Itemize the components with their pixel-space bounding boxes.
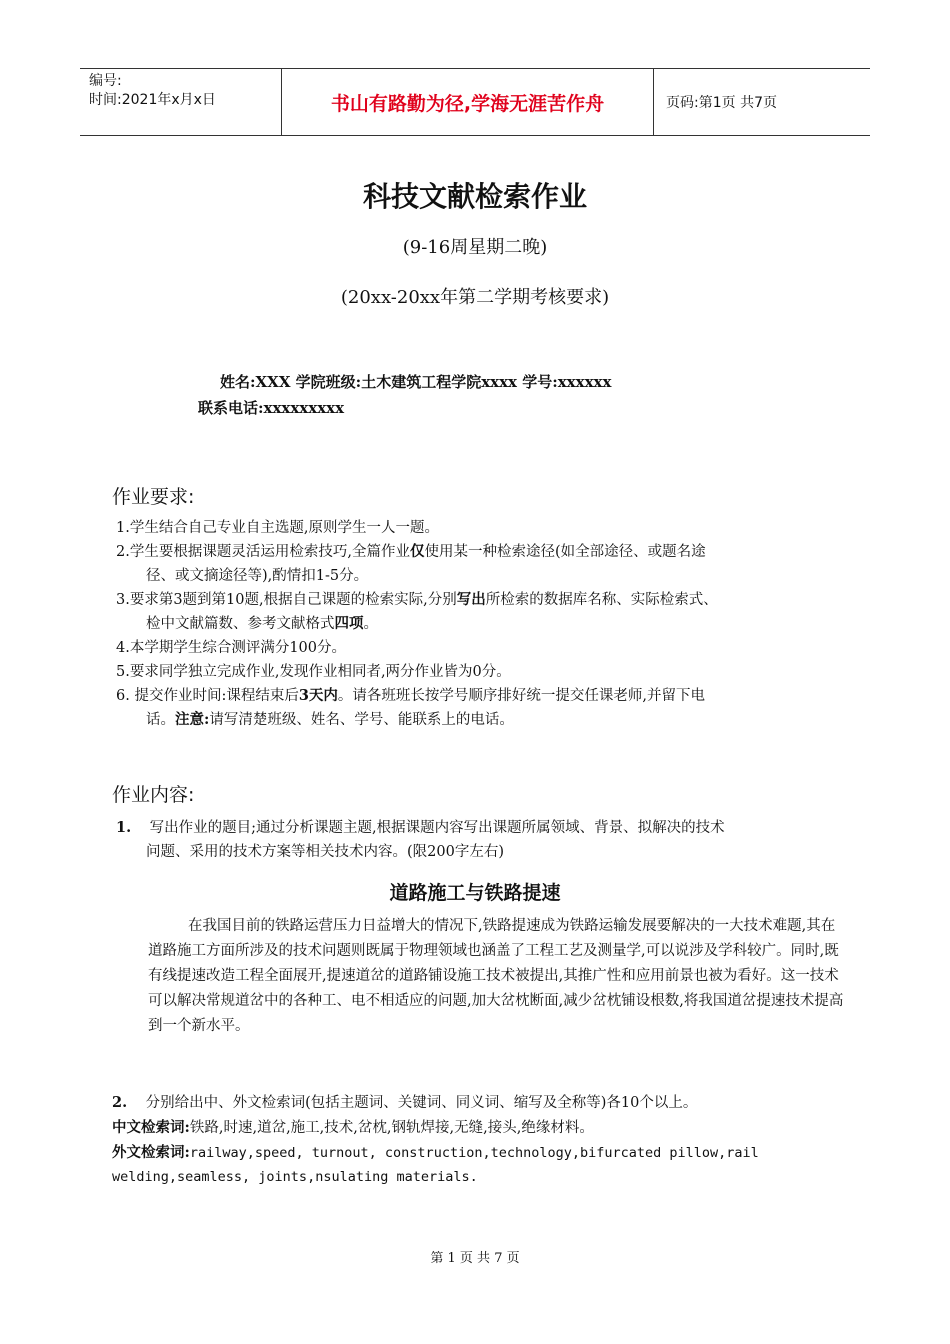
chinese-keywords-label: 中文检索词: [112,1119,190,1136]
foreign-keywords-list-1: railway,speed, turnout, construction,technology,bifurcated pillow,rail [189,1145,759,1161]
student-phone: 联系电话:xxxxxxxxx [198,399,345,417]
header-page-info: 页码:第1页 共7页 [666,95,777,111]
question-1-cont: 问题、采用的技术方案等相关技术内容。(限200字左右) [146,844,504,860]
topic-title: 道路施工与铁路提速 [389,882,561,904]
chinese-keywords [112,1115,852,1141]
subtitle-schedule: (9-16周星期二晚) [402,237,548,258]
requirement-item-2-cont: 径、或文摘途径等),酌情扣1-5分。 [146,568,369,584]
content-heading: 作业内容: [112,784,195,806]
question-2-number: 2. [112,1094,128,1111]
document-title: 科技文献检索作业 [362,180,587,213]
page-footer: 第 1 页 共 7 页 [430,1251,520,1266]
subtitle-semester: (20xx-20xx年第二学期考核要求) [340,287,610,308]
number-label: 编号: [89,73,122,89]
foreign-keywords [112,1140,852,1166]
chinese-keywords-list: 铁路,时速,道岔,施工,技术,岔枕,钢轨焊接,无缝,接头,绝缘材料。 [189,1120,594,1136]
header-motto: 书山有路勤为径,学海无涯苦作舟 [282,69,654,135]
question-1-number: 1. [116,819,132,836]
requirement-item-4: 4.本学期学生综合测评满分100分。 [116,640,347,656]
requirement-item-2: 2.学生要根据课题灵活运用检索技巧,全篇作业仅使用某一种检索途径(如全部途径、或题名途 [116,543,706,560]
requirement-item-6: 6. 提交作业时间:课程结束后3天内。请各班班长按学号顺序排好统一提交任课老师,并留下电 [116,687,706,704]
header-meta [80,69,282,135]
time-label: 时间:2021年x月x日 [89,92,216,108]
question-2-text: 分别给出中、外文检索词(包括主题词、关键词、同义词、缩写及全称等)各10个以上。 [145,1095,698,1111]
page-header [80,68,870,136]
requirement-item-5: 5.要求同学独立完成作业,发现作业相同者,两分作业皆为0分。 [116,664,511,680]
requirement-item-6-cont: 话。注意:请写清楚班级、姓名、学号、能联系上的电话。 [146,711,514,728]
foreign-keywords-label: 外文检索词: [112,1144,190,1161]
topic-paragraph: 在我国目前的铁路运营压力日益增大的情况下,铁路提速成为铁路运输发展要解决的一大技术难题,其在道路施工方面所涉及的技术问题则既属于物理领域也涵盖了工程工艺及测量学,可以说涉及学科较广。同时,既有线提速改造工程全面展开,提速道岔的道路铺设施工技术被提出,其推广性和应用前景也被为看好。这一技术可以解决常规道岔中的各种工、电不相适应的问题,加大岔枕断面,减少岔枕铺设根数,将我国道岔提速技术提高到一个新水平。 [148,918,844,1034]
requirement-item-1: 1.学生结合自己专业自主选题,原则学生一人一题。 [116,520,439,536]
question-2 [112,1090,852,1116]
foreign-keywords-list-2: welding,seamless, joints,nsulating materials. [112,1169,478,1185]
requirements-heading: 作业要求: [112,486,195,508]
requirement-item-3-cont: 检中文献篇数、参考文献格式四项。 [146,615,378,632]
requirement-item-3: 3.要求第3题到第10题,根据自己课题的检索实际,分别写出所检索的数据库名称、实际检索式、 [116,591,718,608]
question-1-text: 写出作业的题目;通过分析课题主题,根据课题内容写出课题所属领域、背景、拟解决的技术 [149,820,725,836]
question-1 [116,816,856,864]
requirements-list [116,516,856,732]
student-info-line1: 姓名:XXX 学院班级:土木建筑工程学院xxxx 学号:xxxxxx [220,373,612,391]
